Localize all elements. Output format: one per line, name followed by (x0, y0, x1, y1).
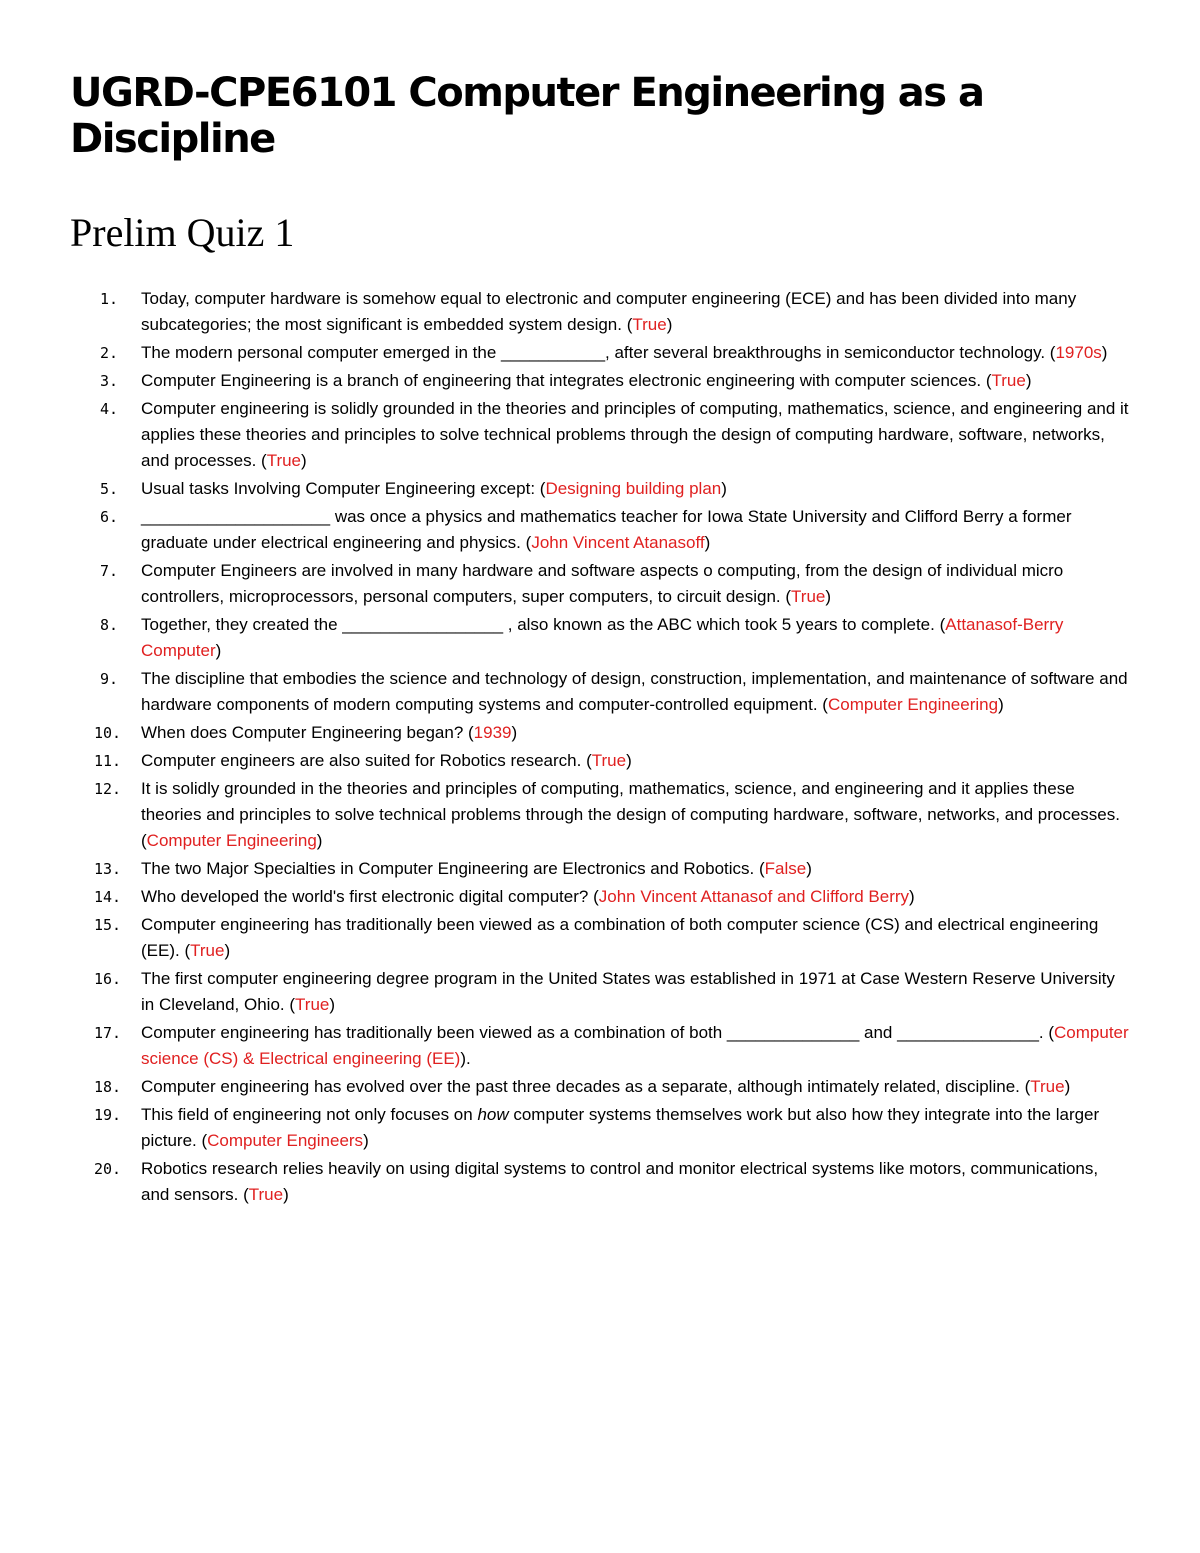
quiz-heading: Prelim Quiz 1 (70, 210, 295, 255)
answer-text: True (266, 451, 302, 470)
question-number: 8. (100, 616, 119, 634)
question-text: Who developed the world's first electronic digital computer? (141, 887, 589, 906)
question-item: 15. Computer engineering has traditionally been viewed as a combination of both computer science (CS) and electrical engineering (EE). (True) (0, 912, 1200, 964)
question-item: 9. The discipline that embodies the science and technology of design, construction, implementation, and maintenance of software and hardware components of modern computing systems and computer-controlled equipment. (Computer Engineering) (0, 666, 1200, 718)
answer-text: True (190, 941, 225, 960)
question-text: It is solidly grounded in the theories and principles of computing, mathematics, science, and engineering and it applies these theories and principles to solve technical problems through the design of computing hardware, software, networks, and processes. (141, 779, 1120, 824)
question-item: 10. When does Computer Engineering began? (1939) (0, 720, 1200, 746)
question-text: Today, computer hardware is somehow equal to electronic and computer engineering (ECE) and has been divided into many subcategories; the most significant is embedded system design. (141, 289, 1077, 334)
question-text: When does Computer Engineering began? (141, 723, 464, 742)
answer-text: False (764, 859, 807, 878)
question-item: 3. Computer Engineering is a branch of engineering that integrates electronic engineering with computer sciences. (True) (0, 368, 1200, 394)
question-item: 2. The modern personal computer emerged in the ___________, after several breakthroughs in semiconductor technology. (1970s) (0, 340, 1200, 366)
question-item: 1. Today, computer hardware is somehow equal to electronic and computer engineering (ECE) and has been divided into many subcategories; the most significant is embedded system design. (True) (0, 286, 1200, 338)
question-emphasis: how (477, 1105, 509, 1124)
question-text-continued: computer systems themselves work but also how they integrate into the larger picture. (141, 1105, 1100, 1150)
question-item: 17. Computer engineering has traditionally been viewed as a combination of both ______________ and _______________. (Computer science (CS) & Electrical engineering (EE)). (0, 1020, 1200, 1072)
question-text: Computer Engineers are involved in many hardware and software aspects o computing, from the design of individual micro controllers, microprocessors, personal computers, super computers, to circuit design. (141, 561, 1064, 606)
question-number: 11. (94, 752, 122, 770)
question-number: 15. (94, 916, 122, 934)
question-list (0, 286, 1200, 1210)
question-item: 20. Robotics research relies heavily on using digital systems to control and monitor electrical systems like motors, communications, and sensors. (True) (0, 1156, 1200, 1208)
question-item: 4. Computer engineering is solidly grounded in the theories and principles of computing, mathematics, science, and engineering and it applies these theories and principles to solve technical problems through the design of computing hardware, software, networks, and processes. (True) (0, 396, 1200, 474)
document-title: UGRD-CPE6101 Computer Engineering as a Discipline (70, 70, 984, 162)
answer-text: Computer Engineering (827, 695, 999, 714)
question-text: Computer engineering has evolved over the past three decades as a separate, although intimately related, discipline. (141, 1077, 1020, 1096)
question-item: 19. This field of engineering not only focuses on how computer systems themselves work but also how they integrate into the larger picture. (Computer Engineers) (0, 1102, 1200, 1154)
answer-text: John Vincent Atanasoff (531, 533, 705, 552)
question-number: 17. (94, 1024, 122, 1042)
question-number: 3. (100, 372, 119, 390)
answer-text: True (1030, 1077, 1065, 1096)
answer-text: Computer Engineering (146, 831, 317, 850)
question-text: The discipline that embodies the science and technology of design, construction, implementation, and maintenance of software and hardware components of modern computing systems and computer-controlled equipment. (141, 669, 1128, 714)
question-text: ____________________ was once a physics and mathematics teacher for Iowa State University and Clifford Berry a former graduate under electrical engineering and physics. (141, 507, 1072, 552)
answer-text: Designing building plan (545, 479, 722, 498)
question-item: 6. ____________________ was once a physics and mathematics teacher for Iowa State University and Clifford Berry a former graduate under electrical engineering and physics. (John Vincent Atanasoff) (0, 504, 1200, 556)
question-item: 8. Together, they created the _________________ , also known as the ABC which took 5 years to complete. (Attanasof-Berry Computer) (0, 612, 1200, 664)
question-text: Computer engineering has traditionally been viewed as a combination of both computer science (CS) and electrical engineering (EE). (141, 915, 1099, 960)
question-text: The first computer engineering degree program in the United States was established in 1971 at Case Western Reserve University in Cleveland, Ohio. (141, 969, 1115, 1014)
question-item: 16. The first computer engineering degree program in the United States was established in 1971 at Case Western Reserve University in Cleveland, Ohio. (True) (0, 966, 1200, 1018)
question-item: 5. Usual tasks Involving Computer Engineering except: (Designing building plan) (0, 476, 1200, 502)
answer-text: True (991, 371, 1026, 390)
answer-text: True (295, 995, 330, 1014)
question-text: Computer engineering has traditionally been viewed as a combination of both ______________ and _______________. (141, 1023, 1044, 1042)
question-number: 18. (94, 1078, 122, 1096)
question-text: The modern personal computer emerged in the ___________, after several breakthroughs in semiconductor technology. (141, 343, 1046, 362)
answer-text: Computer science (CS) & Electrical engineering (EE) (141, 1023, 1129, 1068)
question-number: 7. (100, 562, 119, 580)
question-text: Together, they created the _________________ , also known as the ABC which took 5 years to complete. (141, 615, 935, 634)
question-item: 14. Who developed the world's first electronic digital computer? (John Vincent Attanasof and Clifford Berry) (0, 884, 1200, 910)
question-number: 5. (100, 480, 119, 498)
question-text: Usual tasks Involving Computer Engineering except: (141, 479, 536, 498)
question-number: 2. (100, 344, 119, 362)
question-item: 11. Computer engineers are also suited for Robotics research. (True) (0, 748, 1200, 774)
answer-text: True (248, 1185, 284, 1204)
answer-text: John Vincent Attanasof and Clifford Berry (598, 887, 910, 906)
question-item: 18. Computer engineering has evolved over the past three decades as a separate, although intimately related, discipline. (True) (0, 1074, 1200, 1100)
answer-text: Computer Engineers (207, 1131, 364, 1150)
question-text: Computer engineering is solidly grounded in the theories and principles of computing, mathematics, science, and engineering and it applies these theories and principles to solve technical problems through the design of computing hardware, software, networks, and processes. (141, 399, 1129, 470)
question-number: 16. (94, 970, 122, 988)
answer-text: True (791, 587, 826, 606)
question-text: Computer engineers are also suited for Robotics research. (141, 751, 582, 770)
question-text: The two Major Specialties in Computer Engineering are Electronics and Robotics. (141, 859, 755, 878)
answer-text: Attanasof-Berry Computer (141, 615, 1064, 660)
question-number: 13. (94, 860, 122, 878)
question-number: 4. (100, 400, 119, 418)
question-number: 9. (100, 670, 119, 688)
question-number: 14. (94, 888, 122, 906)
answer-text: 1939 (473, 723, 512, 742)
question-number: 19. (94, 1106, 122, 1124)
question-item: 13. The two Major Specialties in Computer Engineering are Electronics and Robotics. (False) (0, 856, 1200, 882)
answer-text: 1970s (1055, 343, 1102, 362)
question-number: 1. (100, 290, 119, 308)
question-text: Robotics research relies heavily on using digital systems to control and monitor electrical systems like motors, communications, and sensors. (141, 1159, 1099, 1204)
question-text: This field of engineering not only focuses on (141, 1105, 478, 1124)
question-number: 12. (94, 780, 122, 798)
question-item: 7. Computer Engineers are involved in many hardware and software aspects o computing, from the design of individual micro controllers, microprocessors, personal computers, super computers, to circuit design. (True) (0, 558, 1200, 610)
answer-text: True (632, 315, 667, 334)
answer-text: True (591, 751, 627, 770)
question-item: 12. It is solidly grounded in the theories and principles of computing, mathematics, science, and engineering and it applies these theories and principles to solve technical problems through the design of computing hardware, software, networks, and processes. (Computer Engineering) (0, 776, 1200, 854)
question-number: 10. (94, 724, 122, 742)
question-text: Computer Engineering is a branch of engineering that integrates electronic engineering with computer sciences. (141, 371, 982, 390)
question-number: 6. (100, 508, 119, 526)
question-number: 20. (94, 1160, 122, 1178)
